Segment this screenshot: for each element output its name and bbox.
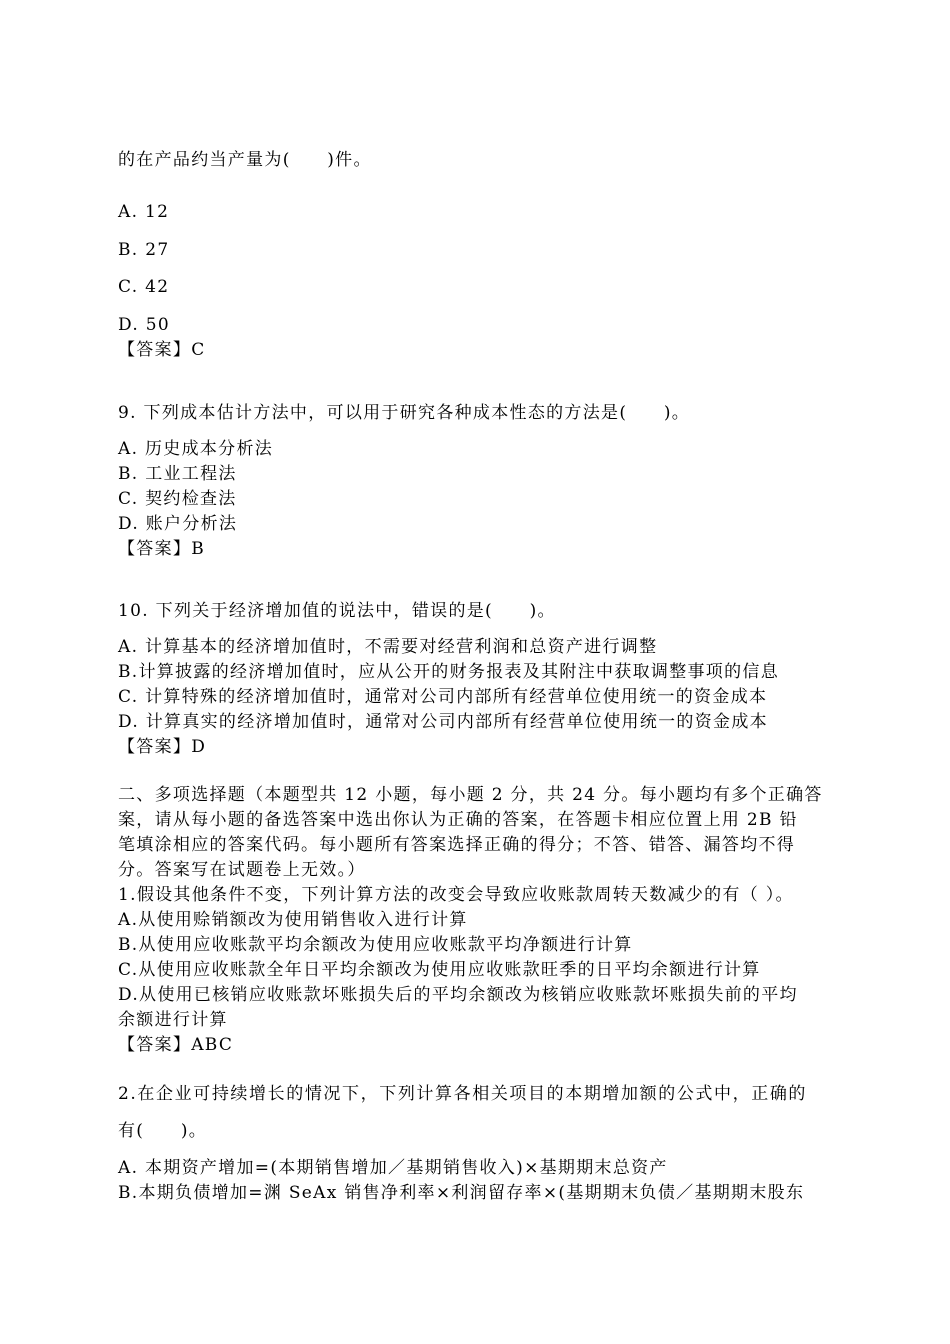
mc-question-1-option-c: C.从使用应收账款全年日平均余额改为使用应收账款旺季的日平均余额进行计算 — [118, 960, 761, 980]
question-10-option-b: B.计算披露的经济增加值时，应从公开的财务报表及其附注中获取调整事项的信息 — [118, 662, 779, 682]
question-10-option-c: C. 计算特殊的经济增加值时，通常对公司内部所有经营单位使用统一的资金成本 — [118, 687, 768, 707]
mc-question-1-option-d: D.从使用已核销应收账款坏账损失后的平均余额改为核销应收账款坏账损失前的平均 — [118, 985, 798, 1005]
question-10-stem: 10. 下列关于经济增加值的说法中，错误的是( )。 — [118, 601, 556, 621]
mc-question-1-answer: 【答案】ABC — [118, 1035, 234, 1055]
mc-question-2-stem: 2.在企业可持续增长的情况下，下列计算各相关项目的本期增加额的公式中，正确的 — [118, 1084, 808, 1104]
question-9-option-a: A. 历史成本分析法 — [118, 439, 274, 459]
mc-question-2-stem-continued: 有( )。 — [118, 1121, 208, 1141]
question-9-option-c: C. 契约检查法 — [118, 489, 237, 509]
question-10-answer: 【答案】D — [118, 737, 207, 757]
section-2-instructions-line-3: 笔填涂相应的答案代码。每小题所有答案选择正确的得分；不答、错答、漏答均不得 — [118, 835, 796, 855]
question-10-option-a: A. 计算基本的经济增加值时，不需要对经营利润和总资产进行调整 — [118, 637, 658, 657]
question-8-option-a: A. 12 — [118, 202, 170, 222]
question-9-stem: 9. 下列成本估计方法中，可以用于研究各种成本性态的方法是( )。 — [118, 403, 691, 423]
question-9-option-d: D. 账户分析法 — [118, 514, 238, 534]
section-2-instructions-line-1: 二、多项选择题（本题型共 12 小题，每小题 2 分，共 24 分。每小题均有多个正确答 — [118, 785, 823, 805]
mc-question-2-option-b: B.本期负债增加=渊 SeAx 销售净利率×利润留存率×(基期期末负债／基期期末股东 — [118, 1183, 805, 1203]
question-8-option-c: C. 42 — [118, 277, 170, 297]
question-9-option-b: B. 工业工程法 — [118, 464, 237, 484]
section-2-instructions-line-4: 分。答案写在试题卷上无效。） — [118, 860, 366, 880]
question-8-option-b: B. 27 — [118, 240, 170, 260]
mc-question-1-option-d-continued: 余额进行计算 — [118, 1010, 228, 1030]
mc-question-2-option-a: A. 本期资产增加=(本期销售增加／基期销售收入)×基期期末总资产 — [118, 1158, 668, 1178]
question-8-option-d: D. 50 — [118, 315, 170, 335]
question-8-stem-continued: 的在产品约当产量为( )件。 — [118, 150, 372, 170]
question-9-answer: 【答案】B — [118, 539, 205, 559]
section-2-instructions-line-2: 案，请从每小题的备选答案中选出你认为正确的答案，在答题卡相应位置上用 2B 铅 — [118, 810, 798, 830]
question-10-option-d: D. 计算真实的经济增加值时，通常对公司内部所有经营单位使用统一的资金成本 — [118, 712, 768, 732]
question-8-answer: 【答案】C — [118, 340, 206, 360]
mc-question-1-stem: 1.假设其他条件不变，下列计算方法的改变会导致应收账款周转天数减少的有（ ）。 — [118, 885, 794, 905]
mc-question-1-option-b: B.从使用应收账款平均余额改为使用应收账款平均净额进行计算 — [118, 935, 633, 955]
mc-question-1-option-a: A.从使用赊销额改为使用销售收入进行计算 — [118, 910, 468, 930]
